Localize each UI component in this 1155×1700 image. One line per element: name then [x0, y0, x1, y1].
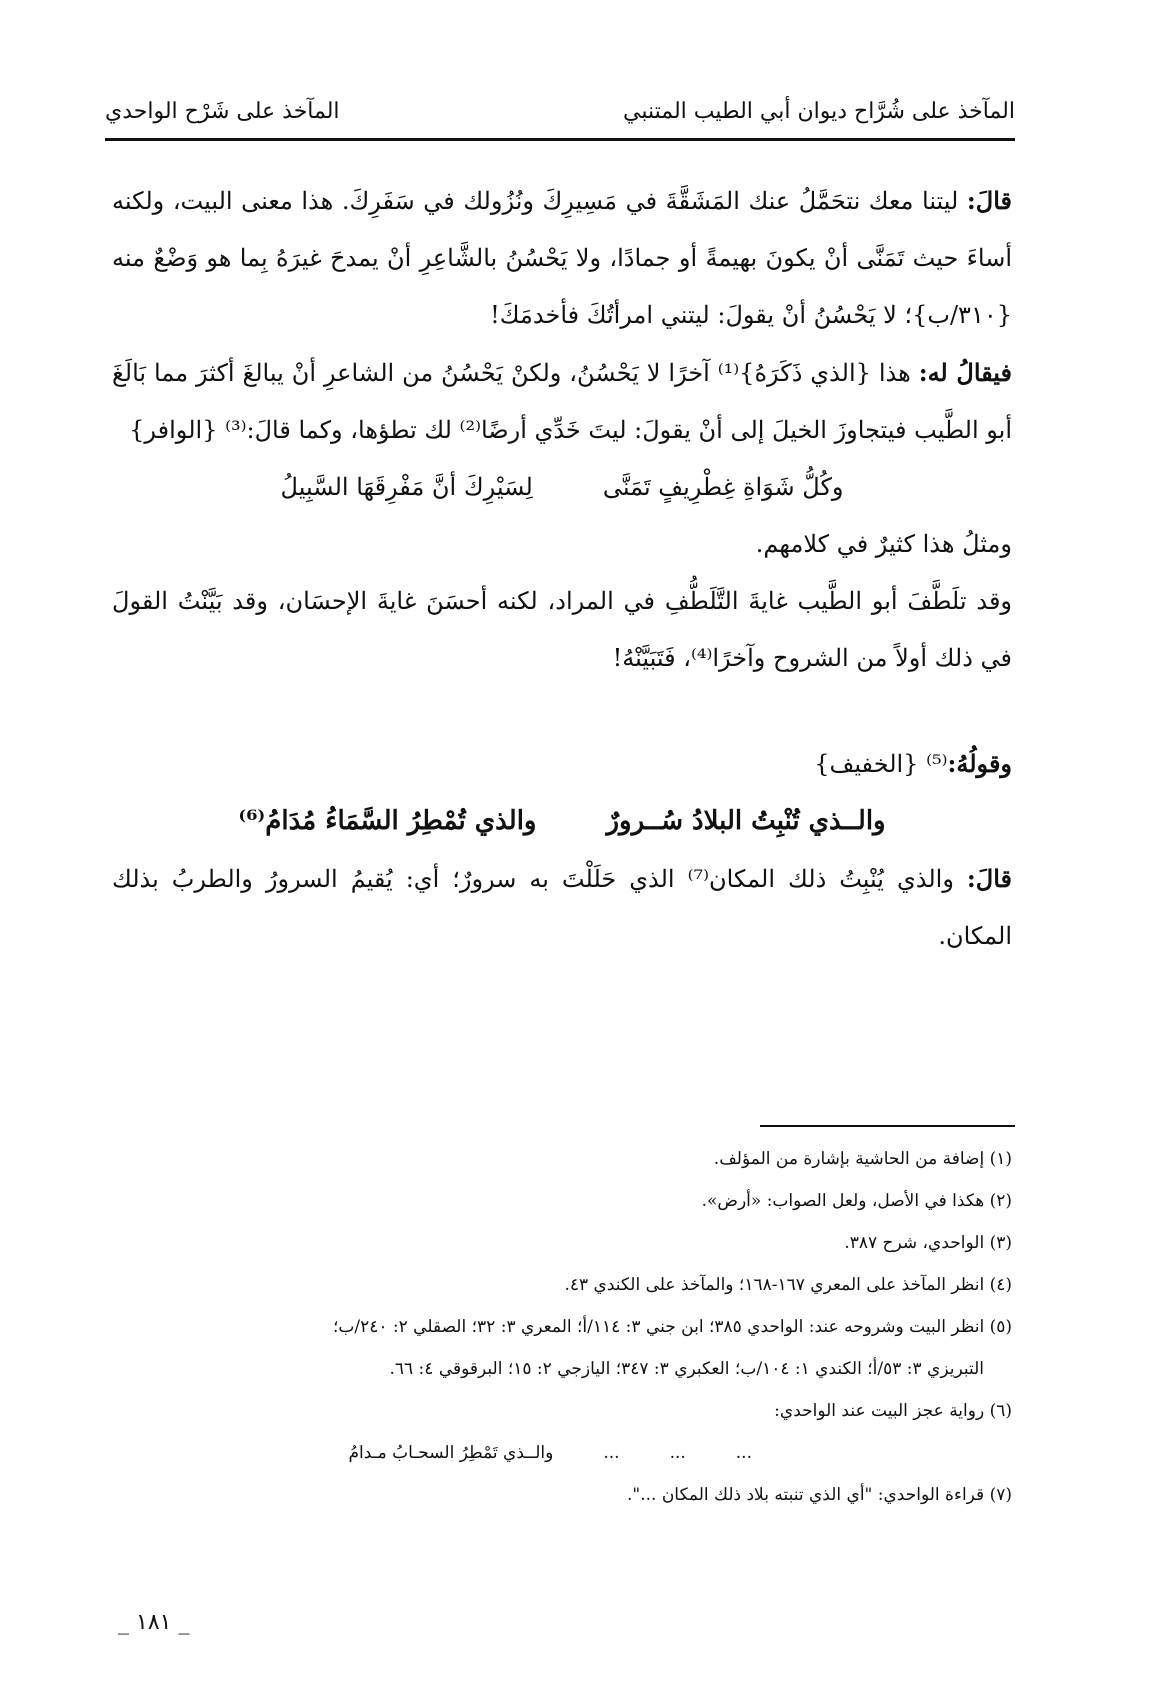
page-number: _ ١٨١ _	[118, 1610, 190, 1635]
header-rule	[105, 138, 1015, 141]
paragraph-3: ومثلُ هذا كثيرٌ في كلامهم.	[755, 530, 1012, 558]
main-text	[112, 172, 1012, 965]
qala-label-2: قالَ:	[966, 864, 1012, 893]
paragraph-1-text: ليتنا معك نتحَمَّلُ عنك المَشَقَّةَ في مَسِيرِكَ ونُزُولك في سَفَرِكَ. هذا معنى البيت، ولكنه أساءَ حيث تَمَنَّى أنْ يكونَ بهيمةً أو جمادًا، ولا يَحْسُنُ بالشَّاعِرِ أنْ يمدحَ غيرَهُ بِما هو وَضْعٌ منه {٣١٠/ب}؛ لا يَحْسُنُ أنْ يقولَ: ليتني امرأتُكَ فأخدمَكَ!	[112, 187, 1012, 329]
footnote-6: (٦) رواية عجز البيت عند الواحدي:	[774, 1401, 1012, 1421]
ellipsis: ...	[603, 1443, 620, 1463]
footnote-rule	[760, 1125, 1015, 1127]
footnotes	[112, 1138, 1012, 1516]
verse-1	[112, 459, 1012, 516]
book-title: المآخذ على شُرَّاح ديوان أبي الطيب المتنبي	[623, 98, 1015, 124]
ellipsis: ...	[735, 1443, 752, 1463]
footnote-2: (٢) هكذا في الأصل، ولعل الصواب: «أرض».	[701, 1191, 1012, 1211]
paragraph-1	[112, 172, 1012, 344]
footnote-5-continuation: التبريزي ٣: ٥٣/أ؛ الكندي ١: ١٠٤/ب؛ العكبري ٣: ٣٤٧؛ اليازجي ٢: ١٥؛ البرقوقي ٤: ٦٦.	[389, 1359, 984, 1379]
footnote-4: (٤) انظر المآخذ على المعري ١٦٧-١٦٨؛ والمآخذ على الكندي ٤٣.	[564, 1275, 1012, 1295]
paragraph-4: وقد تلَطَّفَ أبو الطَّيب غايةَ التَّلَطُّفِ في المراد، لكنه أحسَنَ غايةَ الإحسَان، وقد بَيَّنْتُ القولَ في ذلك أولاً من الشروح وآخرًا⁽⁴⁾، فَتَبَيَّنْهُ!	[112, 587, 1012, 672]
footnote-6-verse	[112, 1432, 1012, 1474]
ellipsis: ...	[669, 1443, 686, 1463]
footnote-5: (٥) انظر البيت وشروحه عند: الواحدي ٣٨٥؛ ابن جني ٣: ١١٤/أ؛ المعري ٣: ٣٢؛ الصقلي ٢: ٢٤٠/ب؛	[332, 1317, 1012, 1337]
section-gap	[112, 687, 1012, 735]
footnote-1: (١) إضافة من الحاشية بإشارة من المؤلف.	[713, 1149, 1012, 1169]
qawluhu-label: وقولُهُ:	[947, 749, 1012, 778]
fayuqal-label: فيقالُ له:	[918, 358, 1012, 387]
footnote-6-hemistich: والــذي تَمْطِرُ السحـابُ مـدامُ	[348, 1443, 554, 1463]
footnote-3: (٣) الواحدي، شرح ٣٨٧.	[844, 1233, 1012, 1253]
verse-1-hemistich-2: لِسَيْرِكَ أنَّ مَفْرِقَهَا السَّبِيلُ	[280, 473, 533, 501]
verse-1-hemistich-1: وكُلُّ شَوَاةِ غِطْرِيفٍ تَمَنَّى	[602, 473, 844, 501]
footnote-7: (٧) قراءة الواحدي: "أي الذي تنبته بلاد ذلك المكان ...".	[626, 1485, 1012, 1505]
paragraph-5-text: ⁽⁵⁾ {الخفيف}	[814, 750, 948, 778]
qala-label: قالَ:	[966, 186, 1013, 215]
paragraph-2	[112, 344, 1012, 459]
verse-2-hemistich-2: والذي تُمْطِرُ السَّمَاءُ مُدَامُ⁽⁶⁾	[238, 806, 537, 836]
paragraph-2-text: هذا {الذي ذَكَرَهُ}⁽¹⁾ آخرًا لا يَحْسُنُ، ولكنْ يَحْسُنُ من الشاعرِ أنْ يبالغَ أكثرَ مما بَالَغَ أبو الطَّيب فيتجاوزَ الخيلَ إلى أنْ يقولَ: ليتَ خَدِّي أرضًا⁽²⁾ لك تطؤها، وكما قالَ:⁽³⁾ {الوافر}	[112, 359, 1012, 444]
paragraph-6-text: والذي يُنْبِتُ ذلك المكان⁽⁷⁾ الذي حَلَلْتَ به سرورٌ؛ أي: يُقيمُ السرورُ والطربُ بذلك المكان.	[112, 865, 1012, 950]
paragraph-5	[112, 735, 1012, 793]
paragraph-6	[112, 850, 1012, 965]
verse-2	[112, 793, 1012, 850]
running-header	[105, 88, 1015, 134]
verse-2-hemistich-1: والــذي تُنْبِتُ البلادُ سُــرورٌ	[606, 806, 886, 836]
section-title: المآخذ على شَرْح الواحدي	[105, 98, 340, 124]
